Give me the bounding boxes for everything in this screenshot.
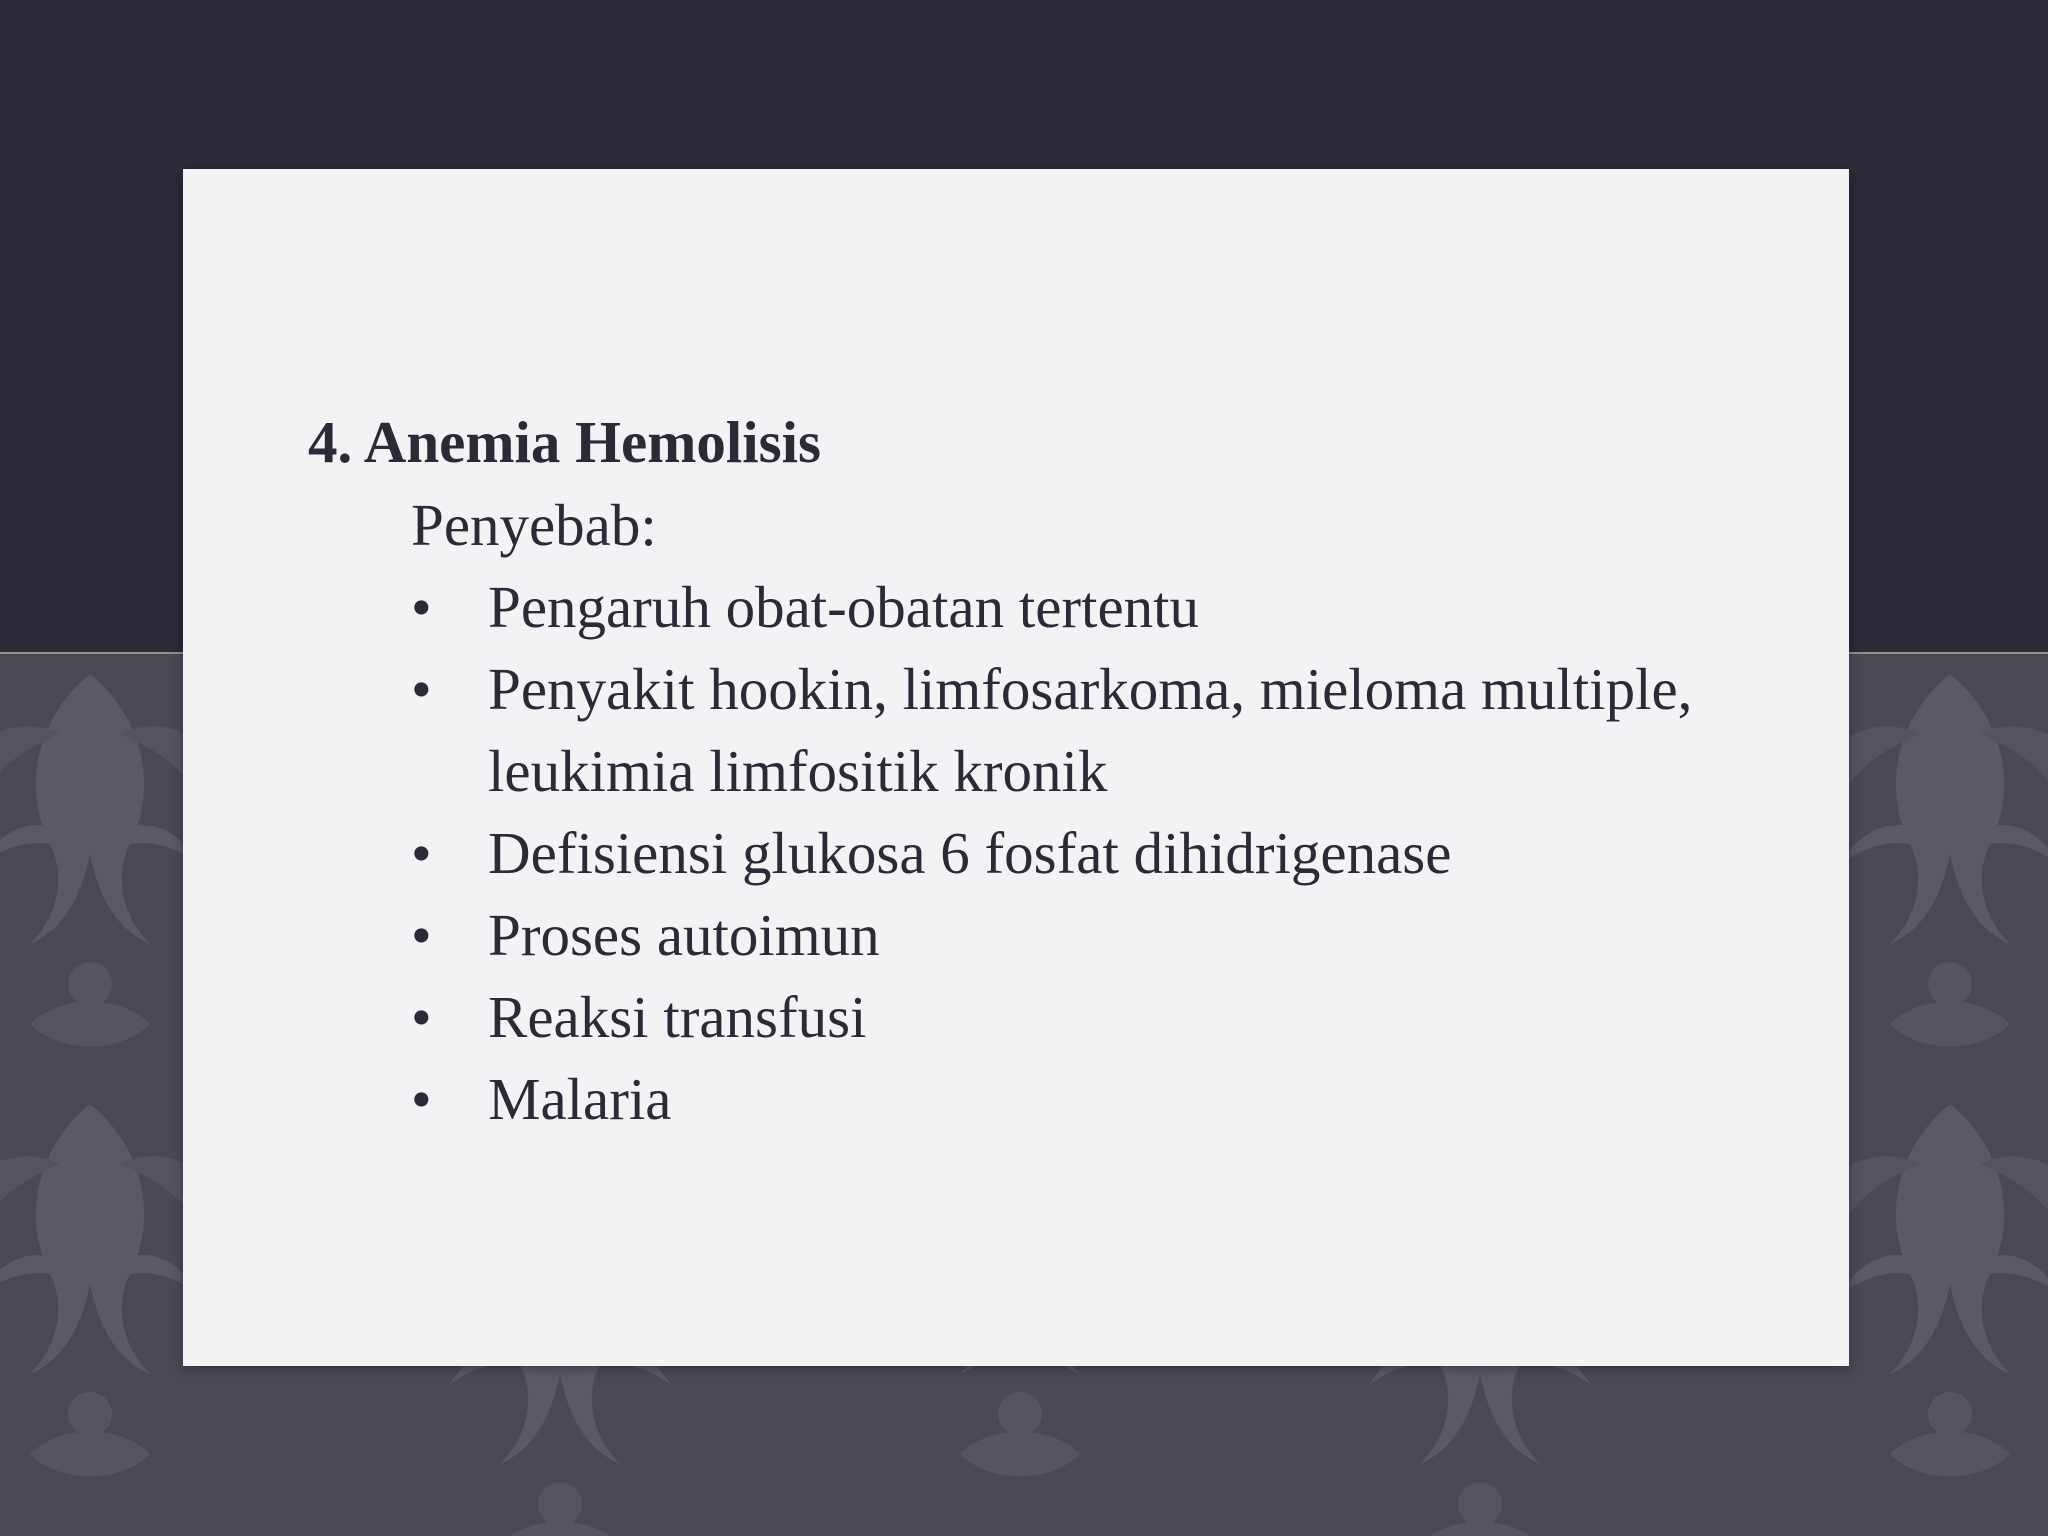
bullet-icon: • xyxy=(411,984,432,1050)
list-item xyxy=(411,1058,1868,1140)
bullet-icon: • xyxy=(411,1066,432,1132)
causes-list xyxy=(411,566,1868,1140)
causes-subheading: Penyebab: xyxy=(411,492,657,558)
list-item-text: Pengaruh obat-obatan tertentu xyxy=(488,574,1200,640)
list-item-text: Penyakit hookin, limfosarkoma, mieloma multiple, leukimia limfositik kronik xyxy=(488,656,1693,804)
list-item xyxy=(411,812,1868,894)
bullet-icon: • xyxy=(411,902,432,968)
list-item xyxy=(411,648,1868,812)
bullet-icon: • xyxy=(411,656,432,722)
list-item-text: Proses autoimun xyxy=(488,902,880,968)
slide-text-body xyxy=(308,400,1868,1140)
list-item-text: Reaksi transfusi xyxy=(488,984,867,1050)
list-item xyxy=(411,976,1868,1058)
bullet-icon: • xyxy=(411,574,432,640)
list-item xyxy=(411,566,1868,648)
list-item-text: Defisiensi glukosa 6 fosfat dihidrigenase xyxy=(488,820,1452,886)
bullet-icon: • xyxy=(411,820,432,886)
slide-heading: 4. Anemia Hemolisis xyxy=(308,409,821,475)
list-item-text: Malaria xyxy=(488,1066,672,1132)
list-item xyxy=(411,894,1868,976)
